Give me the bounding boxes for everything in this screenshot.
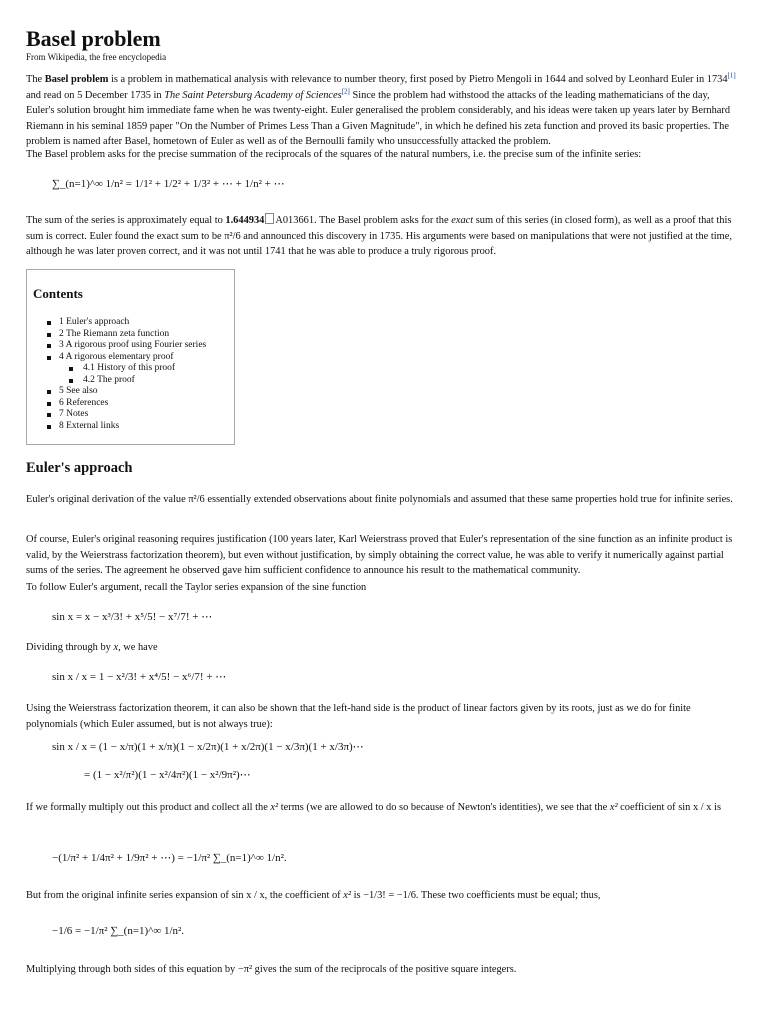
section-text: . These two coefficients must be equal; thus,: [415, 890, 601, 901]
euler-paragraph-8: Multiplying through both sides of this equation by −π² gives the sum of the reciprocals of the positive square integers.: [26, 964, 517, 975]
intro-bold-term: Basel problem: [44, 74, 109, 85]
oeis-icon: [265, 213, 274, 224]
oeis-link[interactable]: A013661: [275, 215, 315, 226]
sinx-fraction: sin x / x: [231, 890, 265, 901]
sinx-over-x-equation: sin x / x = 1 − x²/3! + x⁴/5! − x⁶/7! + ⋯: [52, 671, 227, 683]
pi-fraction: π²/6: [224, 230, 241, 242]
sum-text: The sum of the series is approximately equal to: [26, 215, 226, 226]
toc-item[interactable]: 8 External links: [47, 421, 206, 433]
section-text: If we formally multiply out this product and collect all the: [26, 802, 271, 813]
toc-item[interactable]: 3 A rigorous proof using Fourier series: [47, 340, 206, 352]
toc-item[interactable]: 5 See also: [47, 386, 206, 398]
intro-text: Since the problem had withstood the attacks of the leading mathematicians of the day, Euler's solution brought him immediate fame when he was twenty-eight. Euler generalised the problem considerably, and his ideas were taken up years later by Bernhard Riemann in his seminal 1859 paper "On the Number of Primes Less Than a Given Magnitude", in which he defined his zeta function and proved its basic properties. The problem is named after Basel, hometown of Euler as well as of the Bernoulli family who unsuccessfully attacked the problem.: [26, 89, 731, 147]
intro-italic-title: The Saint Petersburg Academy of Sciences: [164, 89, 342, 101]
section-text: terms (we are allowed to do so because of Newton's identities), we see that the: [278, 802, 610, 813]
euler-paragraph-6: [26, 800, 740, 816]
section-text: Dividing through by: [26, 642, 114, 653]
intro-text: is a problem in mathematical analysis with relevance to number theory, first posed by Pietro Mengoli in 1644 and solved by Leonhard Euler in 1734: [108, 74, 728, 85]
table-of-contents: [26, 269, 235, 445]
euler-paragraph-2: Of course, Euler's original reasoning requires justification (100 years later, Karl Weierstrass proved that Euler's representation of the sine function as an infinite product is valid, by the Weierstrass factorization theorem), but even without justification, by simply obtaining the correct value, he was able to verify it numerically against partial sums of the series. The agreement he observed gave him sufficient confidence to announce his result to the mathematical community.: [26, 534, 733, 576]
euler-paragraph-3: To follow Euler's argument, recall the Taylor series expansion of the sine function: [26, 582, 367, 593]
sum-text: and announced this discovery in 1735. His arguments were based on manipulations that were not justified at the time, although he was later proven correct, and it was not until 1741 that he was able to produce a truly rigorous proof.: [26, 230, 732, 257]
section-heading: Euler's approach: [26, 460, 133, 476]
section-text: is: [711, 802, 721, 813]
variable-x2: x²: [609, 802, 618, 813]
page-subtitle: From Wikipedia, the free encyclopedia: [26, 52, 167, 62]
intro-paragraph: [26, 72, 740, 150]
euler-paragraph-1: [26, 492, 740, 508]
pi-fraction: π²/6: [188, 494, 205, 505]
product-equation-1: sin x / x = (1 − x/π)(1 + x/π)(1 − x/2π)(1 + x/2π)(1 − x/3π)(1 + x/3π)⋯: [52, 741, 364, 753]
citation-link[interactable]: [1]: [727, 71, 736, 80]
equality-equation: −1/6 = −1/π² ∑_(n=1)^∞ 1/n².: [52, 925, 185, 937]
citation-link[interactable]: [2]: [341, 87, 350, 96]
intro-text: The: [26, 74, 45, 85]
toc-item[interactable]: 7 Notes: [47, 409, 206, 421]
euler-paragraph-4: [26, 640, 740, 656]
toc-subitem[interactable]: 4.1 History of this proof: [47, 363, 206, 375]
section-text: Euler's original derivation of the value: [26, 494, 189, 505]
toc-title: Contents: [33, 286, 83, 301]
section-text: coefficient of: [617, 802, 679, 813]
section-text: , the coefficient of: [264, 890, 344, 901]
toc-list: [47, 317, 206, 432]
variable-x2: x²: [270, 802, 279, 813]
section-text: , we have: [118, 642, 158, 653]
coefficient-equation: −(1/π² + 1/4π² + 1/9π² + ⋯) = −1/π² ∑_(n=1)^∞ 1/n².: [52, 852, 287, 864]
sum-italic: exact: [451, 215, 474, 226]
toc-item[interactable]: 4 A rigorous elementary proof: [47, 352, 206, 364]
sum-value: 1.644934: [225, 215, 265, 226]
variable-x: x: [113, 642, 119, 653]
product-equation-2: = (1 − x²/π²)(1 − x²/4π²)(1 − x²/9π²)⋯: [84, 769, 251, 781]
intro-text: and read on 5 December 1735 in: [26, 89, 165, 101]
toc-subitem[interactable]: 4.2 The proof: [47, 375, 206, 387]
variable-x2: x²: [343, 890, 351, 901]
coefficient-value: −1/3! = −1/6: [363, 890, 416, 901]
series-equation: ∑_(n=1)^∞ 1/n² = 1/1² + 1/2² + 1/3² + ⋯ + 1/n² + ⋯: [52, 178, 285, 190]
series-paragraph: The Basel problem asks for the precise summation of the reciprocals of the squares of the natural numbers, i.e. the precise sum of the infinite series:: [26, 149, 642, 160]
sum-paragraph: [26, 213, 740, 260]
euler-paragraph-5: Using the Weierstrass factorization theorem, it can also be shown that the left-hand side is the product of linear factors given by its roots, just as we do for finite polynomials (which Euler assumed, but is not always true):: [26, 703, 691, 730]
toc-item[interactable]: 6 References: [47, 398, 206, 410]
section-text: But from the original infinite series expansion of: [26, 890, 232, 901]
page-title: Basel problem: [26, 26, 161, 51]
toc-item[interactable]: 2 The Riemann zeta function: [47, 329, 206, 341]
section-text: essentially extended observations about finite polynomials and assumed that these same properties hold true for infinite series.: [204, 494, 733, 505]
sinx-fraction: sin x / x: [678, 802, 712, 813]
sum-text: . The Basel problem asks for the: [314, 215, 452, 226]
toc-item[interactable]: 1 Euler's approach: [47, 317, 206, 329]
sum-text: sum of this series (in closed form), as well as a proof that this sum is correct. Euler found the exact sum to be: [26, 215, 732, 242]
sine-series-equation: sin x = x − x³/3! + x⁵/5! − x⁷/7! + ⋯: [52, 611, 213, 623]
euler-paragraph-7: [26, 888, 740, 904]
section-text: is: [350, 890, 364, 901]
